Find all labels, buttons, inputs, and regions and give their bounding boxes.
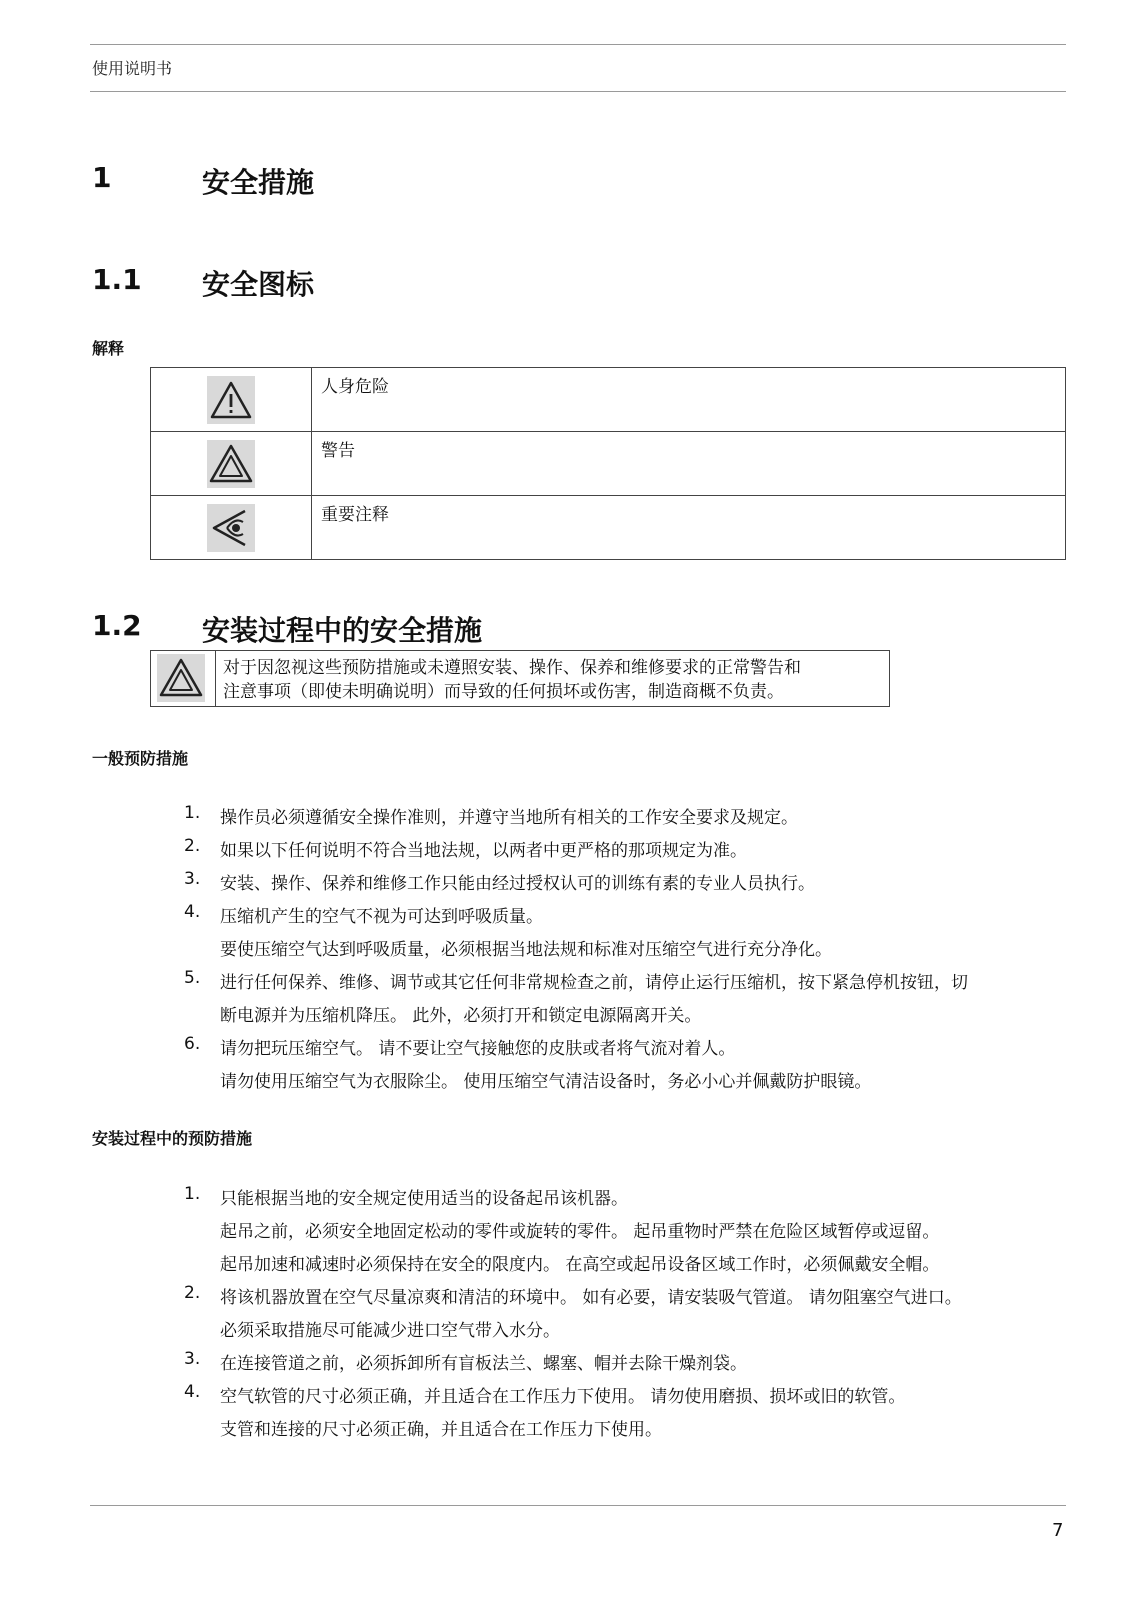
list-text: 支管和连接的尺寸必须正确，并且适合在工作压力下使用。	[220, 1420, 662, 1440]
symbol-label: 重要注释	[312, 496, 1066, 560]
symbol-label: 人身危险	[312, 368, 1066, 432]
explanation-subheading: 解释	[92, 339, 125, 358]
important-note-eye-icon	[207, 504, 255, 552]
list-text: 将该机器放置在空气尽量凉爽和清洁的环境中。 如有必要，请安装吸气管道。 请勿阻塞空气进口。	[220, 1288, 962, 1308]
list-number: 1.	[184, 1184, 201, 1204]
list-number: 6.	[184, 1034, 201, 1054]
list-number: 2.	[184, 836, 201, 856]
list-number: 1.	[184, 803, 201, 823]
warning-icon	[207, 440, 255, 488]
list-text: 如果以下任何说明不符合当地法规，以两者中更严格的那项规定为准。	[220, 841, 747, 861]
list-text: 请勿使用压缩空气为衣服除尘。 使用压缩空气清洁设备时，务必小心并佩戴防护眼镜。	[220, 1072, 872, 1092]
install-precautions-heading: 安装过程中的预防措施	[92, 1129, 253, 1148]
symbol-label: 警告	[312, 432, 1066, 496]
list-text: 只能根据当地的安全规定使用适当的设备起吊该机器。	[220, 1189, 628, 1209]
list-text: 操作员必须遵循安全操作准则，并遵守当地所有相关的工作安全要求及规定。	[220, 808, 798, 828]
warning-line: 注意事项（即使未明确说明）而导致的任何损坏或伤害，制造商概不负责。	[223, 682, 784, 702]
general-precautions-heading: 一般预防措施	[92, 749, 189, 768]
warning-notice-box	[150, 650, 890, 707]
list-text: 断电源并为压缩机降压。 此外，必须打开和锁定电源隔离开关。	[220, 1006, 702, 1026]
header-bottom-rule	[90, 91, 1066, 92]
list-number: 3.	[184, 1349, 201, 1369]
warning-divider	[215, 651, 216, 706]
list-number: 5.	[184, 968, 201, 988]
section-number: 1.1	[92, 263, 142, 296]
symbol-row	[151, 496, 1066, 560]
symbol-icon-cell	[151, 432, 312, 496]
list-text: 压缩机产生的空气不视为可达到呼吸质量。	[220, 907, 543, 927]
warning-line: 对于因忽视这些预防措施或未遵照安装、操作、保养和维修要求的正常警告和	[223, 658, 801, 678]
section-title: 安装过程中的安全措施	[202, 614, 483, 647]
list-number: 4.	[184, 902, 201, 922]
list-text: 起吊加速和减速时必须保持在安全的限度内。 在高空或起吊设备区域工作时，必须佩戴安全帽。	[220, 1255, 940, 1275]
footer-rule	[90, 1505, 1066, 1506]
symbol-row	[151, 432, 1066, 496]
safety-symbols-table	[150, 367, 1066, 560]
list-text: 安装、操作、保养和维修工作只能由经过授权认可的训练有素的专业人员执行。	[220, 874, 815, 894]
list-number: 3.	[184, 869, 201, 889]
list-text: 在连接管道之前，必须拆卸所有盲板法兰、螺塞、帽并去除干燥剂袋。	[220, 1354, 747, 1374]
section-title: 安全图标	[202, 268, 315, 301]
symbol-icon-cell	[151, 496, 312, 560]
section-number: 1	[92, 161, 112, 194]
list-text: 进行任何保养、维修、调节或其它任何非常规检查之前，请停止运行压缩机，按下紧急停机按钮，切	[220, 973, 968, 993]
section-title: 安全措施	[202, 166, 315, 199]
list-text: 要使压缩空气达到呼吸质量，必须根据当地法规和标准对压缩空气进行充分净化。	[220, 940, 832, 960]
header-title: 使用说明书	[92, 59, 173, 78]
warning-text	[223, 656, 883, 704]
symbol-icon-cell	[151, 368, 312, 432]
list-number: 2.	[184, 1283, 201, 1303]
symbol-row	[151, 368, 1066, 432]
list-number: 4.	[184, 1382, 201, 1402]
list-text: 空气软管的尺寸必须正确，并且适合在工作压力下使用。 请勿使用磨损、损坏或旧的软管。	[220, 1387, 906, 1407]
page-number: 7	[1052, 1520, 1064, 1541]
list-text: 起吊之前，必须安全地固定松动的零件或旋转的零件。 起吊重物时严禁在危险区域暂停或逗留。	[220, 1222, 940, 1242]
list-text: 必须采取措施尽可能减少进口空气带入水分。	[220, 1321, 560, 1341]
person-danger-icon	[207, 376, 255, 424]
header-top-rule	[90, 44, 1066, 45]
section-number: 1.2	[92, 609, 142, 642]
list-text: 请勿把玩压缩空气。 请不要让空气接触您的皮肤或者将气流对着人。	[220, 1039, 736, 1059]
warning-icon	[157, 654, 205, 702]
